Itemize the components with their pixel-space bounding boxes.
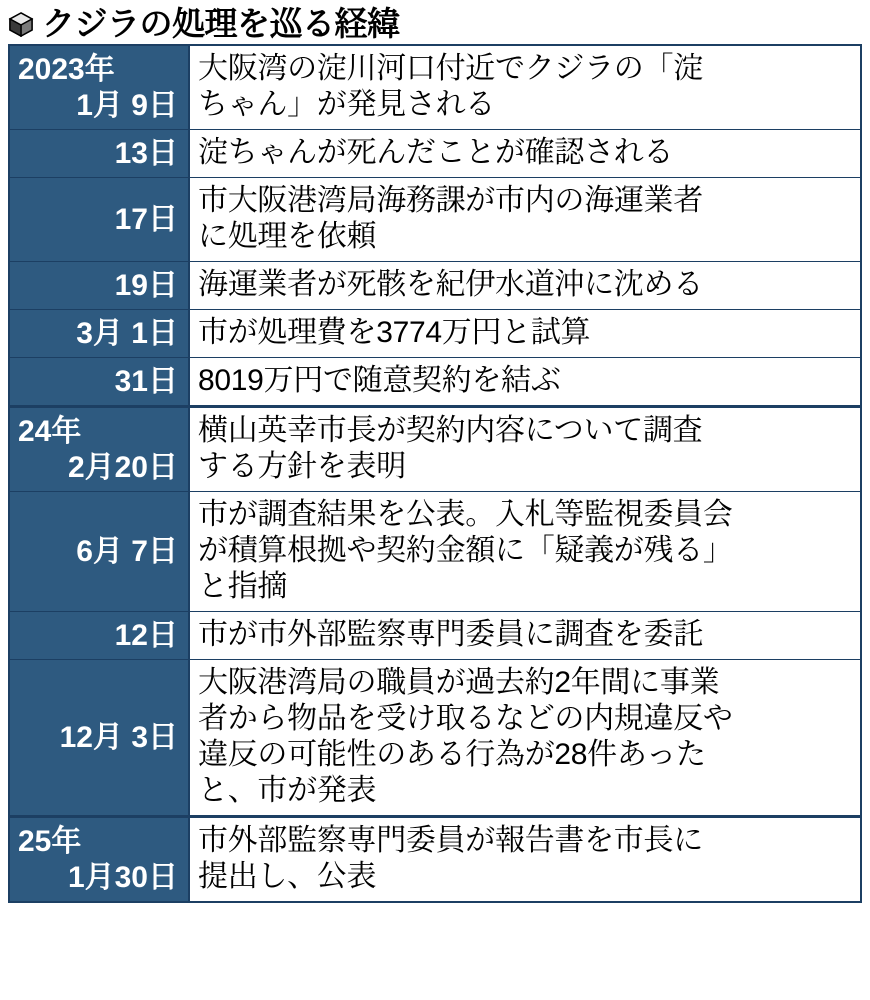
timeline-date-line: 31日 xyxy=(114,364,178,398)
timeline-text-line: 淀ちゃんが死んだことが確認される xyxy=(198,136,674,169)
timeline-text-line: 市外部監察専門委員が報告書を市長に xyxy=(198,824,703,857)
timeline-text-line: と、市が発表 xyxy=(198,774,377,807)
timeline-date-line: 17日 xyxy=(114,202,178,236)
timeline-text-line: 市が市外部監察専門委員に調査を委託 xyxy=(198,618,703,651)
timeline-text-line: ちゃん」が発見される xyxy=(198,88,495,121)
timeline-date-cell xyxy=(10,612,190,659)
timeline-text-line: が積算根拠や契約金額に「疑義が残る」 xyxy=(198,534,733,567)
timeline-text-line: 大阪湾の淀川河口付近でクジラの「淀 xyxy=(198,52,703,85)
timeline-date-line: 1月30日 xyxy=(67,860,178,894)
timeline-text-line: 海運業者が死骸を紀伊水道沖に沈める xyxy=(198,268,703,301)
table-row xyxy=(10,46,860,130)
timeline-text-line: 大阪港湾局の職員が過去約2年間に事業 xyxy=(198,666,720,699)
table-row xyxy=(10,358,860,406)
bottom-spacer xyxy=(0,903,870,907)
timeline-table xyxy=(8,44,862,903)
timeline-date-line: 25年 xyxy=(18,825,82,859)
timeline-text-line: 8019万円で随意契約を結ぶ xyxy=(198,364,561,397)
timeline-text-line: 市が処理費を3774万円と試算 xyxy=(198,316,591,349)
timeline-date-cell xyxy=(10,130,190,177)
timeline-date-cell xyxy=(10,358,190,405)
timeline-date-cell xyxy=(10,310,190,357)
page-title-row xyxy=(0,0,870,44)
timeline-date-cell xyxy=(10,262,190,309)
timeline-date-line: 13日 xyxy=(114,136,178,170)
timeline-text-line: 違反の可能性のある行為が28件あった xyxy=(198,738,706,771)
timeline-date-line: 24年 xyxy=(18,415,82,449)
page-title: クジラの処理を巡る経緯 xyxy=(42,4,400,42)
timeline-date-cell xyxy=(10,492,190,611)
timeline-date-line: 12月 3日 xyxy=(59,720,178,754)
timeline-text-line: する方針を表明 xyxy=(198,450,406,483)
timeline-date-cell xyxy=(10,818,190,901)
timeline-date-line: 2月20日 xyxy=(67,450,178,484)
timeline-text-line: 横山英幸市長が契約内容について調査 xyxy=(198,414,703,447)
timeline-text-cell xyxy=(190,612,860,659)
table-row xyxy=(10,178,860,262)
table-row xyxy=(10,262,860,310)
timeline-text-line: と指摘 xyxy=(198,570,288,603)
timeline-date-line: 3月 1日 xyxy=(76,316,178,350)
timeline-text-line: 者から物品を受け取るなどの内規違反や xyxy=(198,702,733,735)
timeline-date-cell xyxy=(10,660,190,815)
timeline-text-cell xyxy=(190,492,860,611)
table-row xyxy=(10,660,860,816)
table-row xyxy=(10,816,860,901)
timeline-date-cell xyxy=(10,46,190,129)
table-row xyxy=(10,310,860,358)
timeline-text-cell xyxy=(190,818,860,901)
timeline-text-line: 市が調査結果を公表。入札等監視委員会 xyxy=(198,498,733,531)
timeline-text-cell xyxy=(190,408,860,491)
timeline-text-line: 市大阪港湾局海務課が市内の海運業者 xyxy=(198,184,703,217)
timeline-date-line: 1月 9日 xyxy=(76,88,178,122)
timeline-date-line: 6月 7日 xyxy=(76,534,178,568)
timeline-date-line: 19日 xyxy=(114,268,178,302)
timeline-text-cell xyxy=(190,358,860,405)
timeline-text-cell xyxy=(190,178,860,261)
timeline-text-line: に処理を依頼 xyxy=(198,220,377,253)
table-row xyxy=(10,612,860,660)
timeline-date-line: 2023年 xyxy=(18,53,115,87)
timeline-text-cell xyxy=(190,130,860,177)
table-row xyxy=(10,130,860,178)
timeline-date-cell xyxy=(10,408,190,491)
timeline-date-cell xyxy=(10,178,190,261)
timeline-text-cell xyxy=(190,310,860,357)
timeline-text-cell xyxy=(190,660,860,815)
timeline-text-cell xyxy=(190,262,860,309)
timeline-date-line: 12日 xyxy=(114,618,178,652)
timeline-text-cell xyxy=(190,46,860,129)
table-row xyxy=(10,492,860,612)
timeline-text-line: 提出し、公表 xyxy=(198,860,377,893)
cube-icon xyxy=(8,11,34,37)
table-row xyxy=(10,406,860,492)
